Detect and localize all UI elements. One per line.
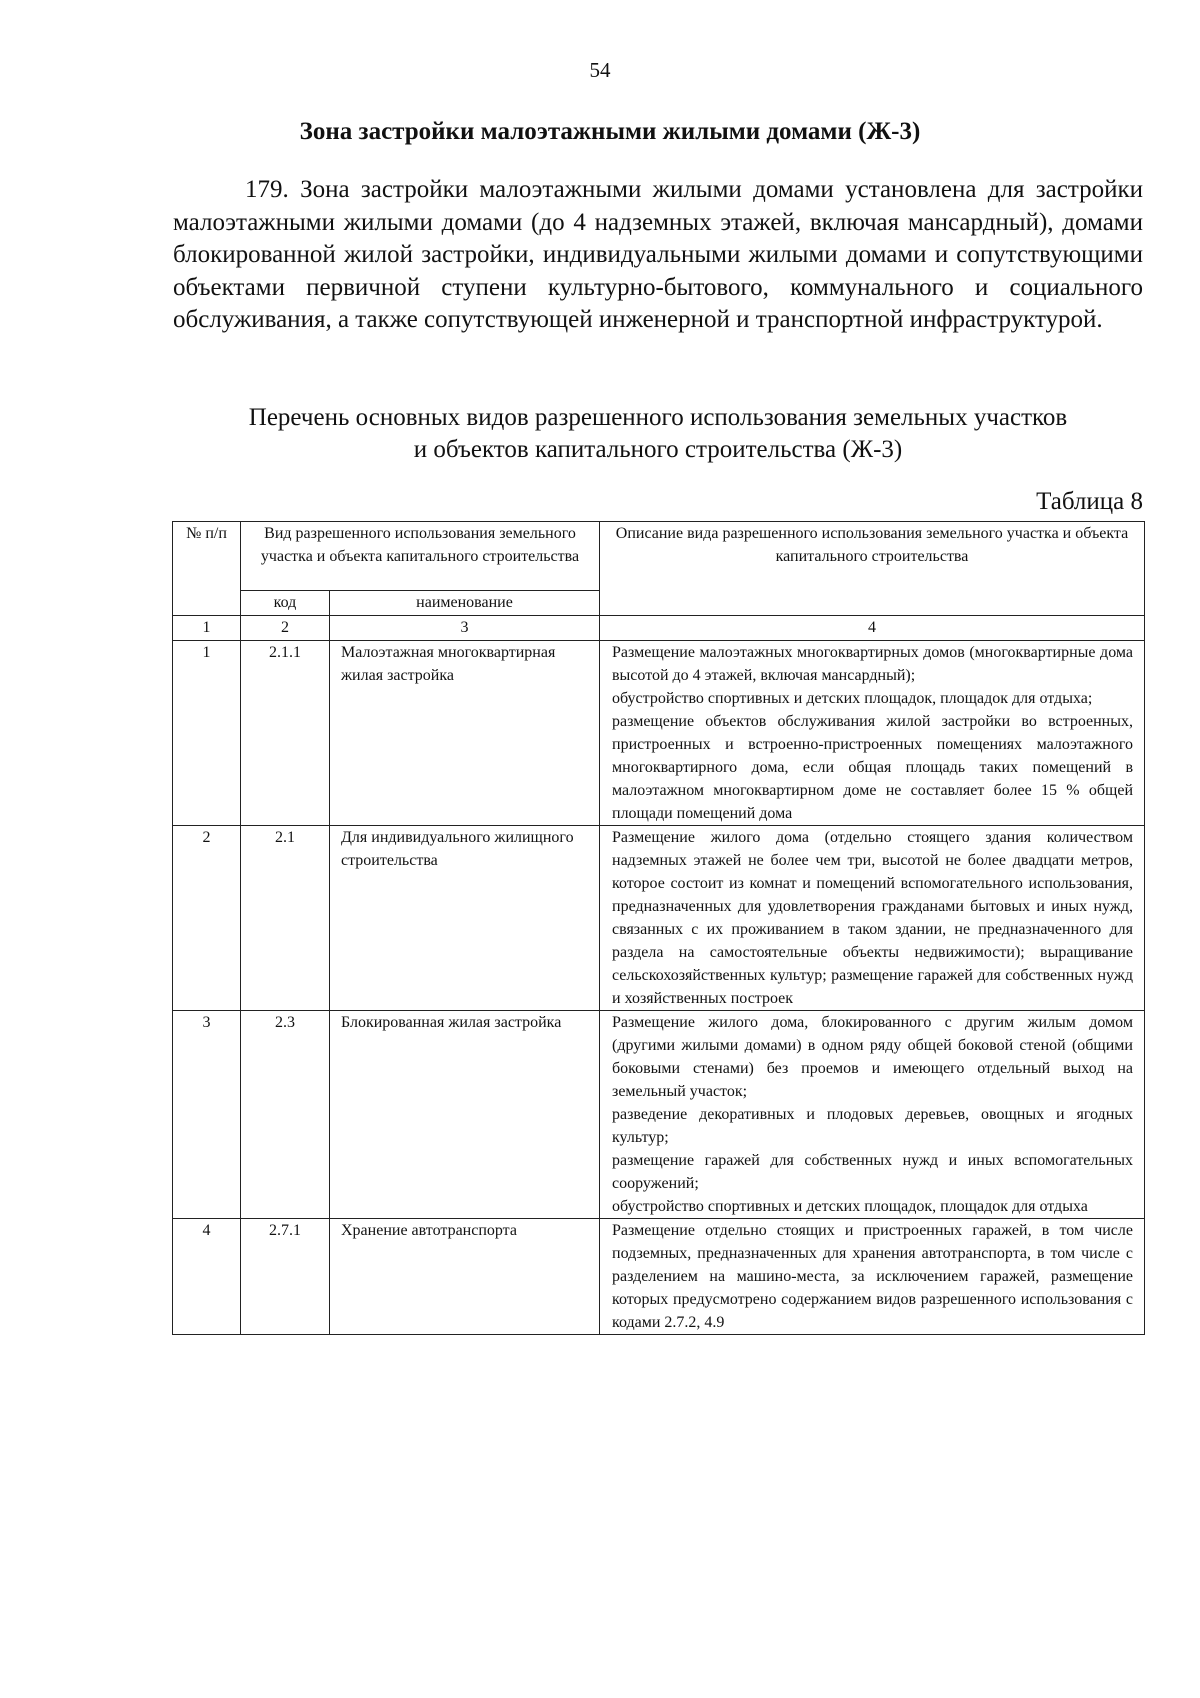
list-title-line-1: Перечень основных видов разрешенного использования земельных участков [248,404,1068,431]
page-number: 54 [589,58,611,82]
section-title: Зона застройки малоэтажными жилыми домами (Ж-3) [299,118,921,145]
header-description: Описание вида разрешенного использования земельного участка и объекта капитального строительства [600,522,1145,616]
column-number-row [173,616,1145,641]
header-kind: Вид разрешенного использования земельного участка и объекта капитального строительства [241,522,600,591]
row-num: 1 [173,641,241,826]
row-code: 2.1 [241,826,330,1011]
description-item: Размещение жилого дома (отдельно стоящего здания количеством надземных этажей не более чем три, высотой не более двадцати метров, которое состоит из комнат и помещений вспомогательного использования, предназначенных для удовлетворения гражданами бытовых и иных нужд, связанных с их проживанием в таком здании, не предназначенного для раздела на самостоятельные объекты недвижимости); выращивание сельскохозяйственных культур; размещение гаражей для собственных нужд и хозяйственных построек [612,829,1133,1007]
description-item: размещение гаражей для собственных нужд и иных вспомогательных сооружений; [612,1152,1133,1192]
table-row [173,641,1145,826]
column-number: 1 [173,616,241,641]
table-row [173,1219,1145,1335]
table-header-row [173,522,1145,591]
header-code: код [241,591,330,616]
row-num: 3 [173,1011,241,1219]
column-number: 2 [241,616,330,641]
header-name: наименование [330,591,600,616]
row-name: Малоэтажная многоквартирная жилая застройка [330,641,600,826]
row-name: Для индивидуального жилищного строительства [330,826,600,1011]
list-title [173,402,1143,466]
row-code: 2.7.1 [241,1219,330,1335]
row-description [600,1219,1145,1335]
row-name: Блокированная жилая застройка [330,1011,600,1219]
row-description [600,641,1145,826]
description-item: обустройство спортивных и детских площадок, площадок для отдыха [612,1198,1088,1215]
description-item: разведение декоративных и плодовых деревьев, овощных и ягодных культур; [612,1106,1133,1146]
description-item: Размещение отдельно стоящих и пристроенных гаражей, в том числе подземных, предназначенных для хранения автотранспорта, в том числе с разделением на машино-места, за исключением гаражей, размещение которых предусмотрено содержанием видов разрешенного использования с кодами 2.7.2, 4.9 [612,1222,1133,1331]
description-item: обустройство спортивных и детских площадок, площадок для отдыха; [612,690,1093,707]
column-number: 4 [600,616,1145,641]
table-row [173,1011,1145,1219]
description-item: Размещение жилого дома, блокированного с другим жилым домом (другими жилыми домами) в одном ряду общей боковой стеной (общими боковыми стенами) без проемов и имеющего отдельный выход на земельный участок; [612,1014,1133,1100]
row-num: 4 [173,1219,241,1335]
permitted-use-table [172,521,1145,1335]
row-num: 2 [173,826,241,1011]
row-name: Хранение автотранспорта [330,1219,600,1335]
row-code: 2.3 [241,1011,330,1219]
row-code: 2.1.1 [241,641,330,826]
header-num: № п/п [173,522,241,616]
table-caption: Таблица 8 [1036,488,1143,515]
row-description [600,1011,1145,1219]
table-row [173,826,1145,1011]
row-description [600,826,1145,1011]
zone-description-paragraph: 179. Зона застройки малоэтажными жилыми домами установлена для застройки малоэтажными жилыми домами (до 4 надземных этажей, включая мансардный), домами блокированной жилой застройки, индивидуальными жилыми домами и сопутствующими объектами первичной ступени культурно-бытового, коммунального и социального обслуживания, а также сопутствующей инженерной и транспортной инфраструктурой. [173,176,1143,333]
description-item: размещение объектов обслуживания жилой застройки во встроенных, пристроенных и встроенно-пристроенных помещениях малоэтажного многоквартирного дома, если общая площадь таких помещений в малоэтажном многоквартирном доме не составляет более 15 % общей площади помещений дома [612,713,1133,822]
description-item: Размещение малоэтажных многоквартирных домов (многоквартирные дома высотой до 4 этажей, включая мансардный); [612,644,1133,684]
list-title-line-2: и объектов капитального строительства (Ж-3) [413,436,903,463]
column-number: 3 [330,616,600,641]
